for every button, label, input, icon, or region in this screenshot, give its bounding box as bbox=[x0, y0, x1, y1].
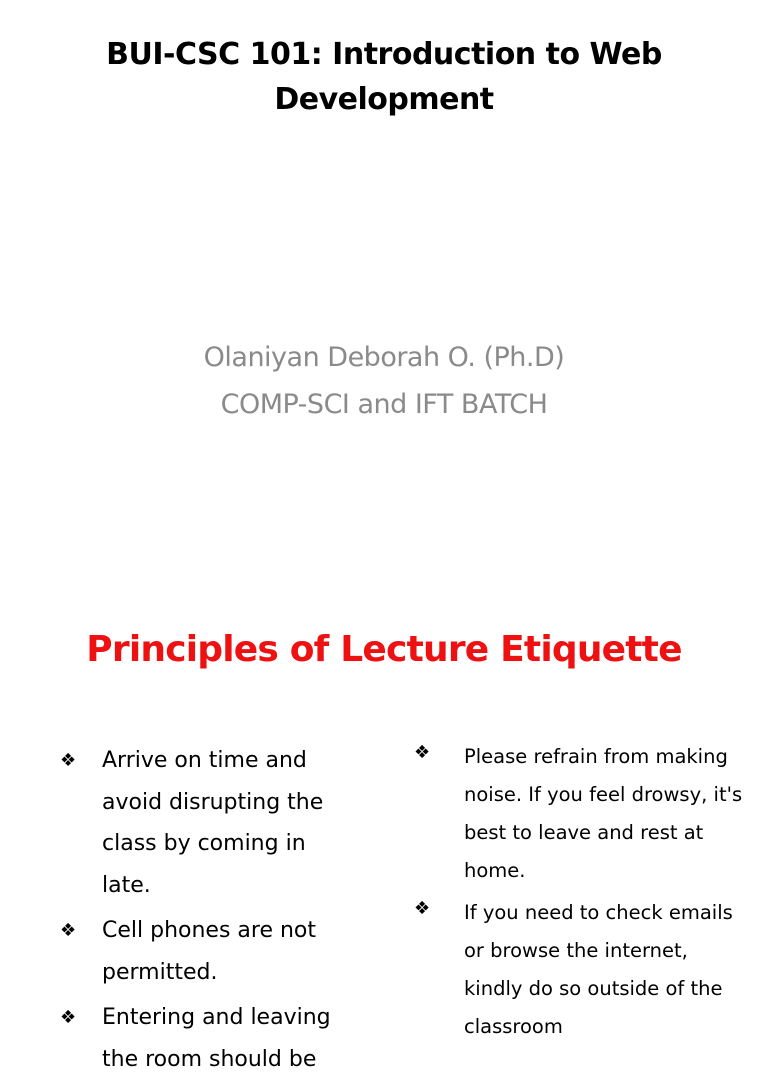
list-item bbox=[60, 997, 360, 1080]
diamond-bullet-icon: ❖ bbox=[414, 742, 431, 763]
diamond-bullet-icon: ❖ bbox=[414, 898, 431, 919]
list-item bbox=[414, 738, 744, 890]
list-item bbox=[60, 910, 360, 993]
list-item-text: If you need to check emails or browse the internet, kindly do so outside of the classroom bbox=[464, 901, 733, 1038]
etiquette-slide bbox=[0, 580, 768, 1072]
list-item bbox=[414, 894, 744, 1046]
course-title: BUI-CSC 101: Introduction to Web Development bbox=[106, 37, 662, 117]
etiquette-title: Principles of Lecture Etiquette bbox=[86, 629, 682, 670]
diamond-bullet-icon: ❖ bbox=[60, 1007, 77, 1028]
batch-label: COMP-SCI and IFT BATCH bbox=[220, 389, 548, 420]
list-item-text: Entering and leaving the room should be bbox=[102, 1005, 331, 1072]
list-item-text: Cell phones are not permitted. bbox=[102, 918, 317, 985]
right-bullet-list bbox=[414, 738, 744, 1050]
list-item-text: Arrive on time and avoid disrupting the class by coming in late. bbox=[102, 748, 324, 898]
list-item-text: Please refrain from making noise. If you feel drowsy, it's best to leave and rest at home. bbox=[464, 745, 743, 882]
left-bullet-list bbox=[60, 740, 360, 1084]
author-name: Olaniyan Deborah O. (Ph.D) bbox=[203, 342, 565, 373]
subtitle-block bbox=[40, 334, 728, 428]
list-item bbox=[60, 740, 360, 906]
diamond-bullet-icon: ❖ bbox=[60, 750, 77, 771]
diamond-bullet-icon: ❖ bbox=[60, 920, 77, 941]
